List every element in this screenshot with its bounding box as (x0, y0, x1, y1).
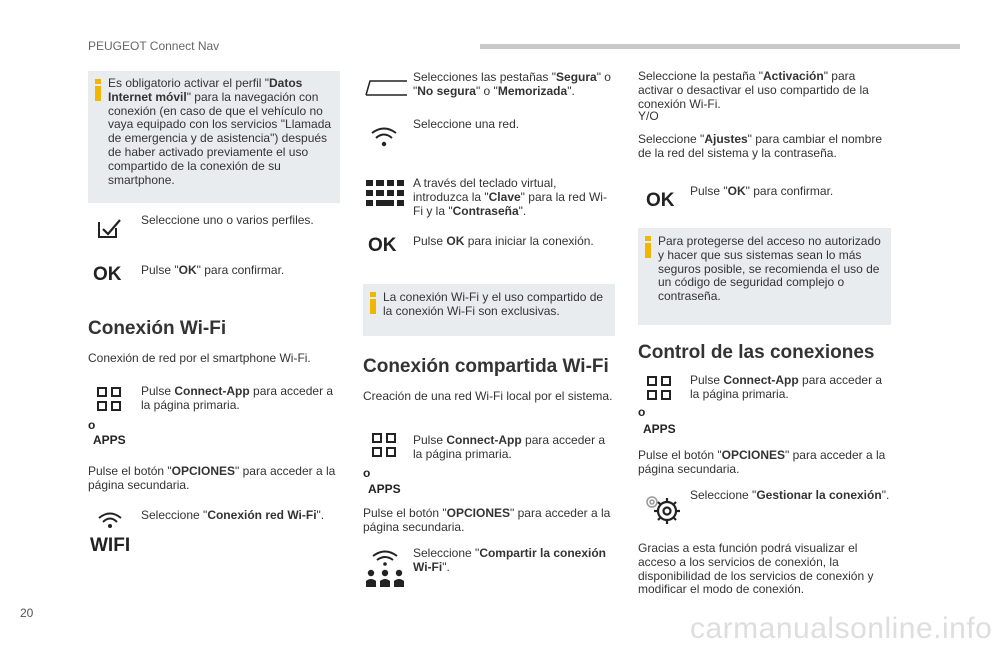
gear-icon (642, 492, 682, 526)
page-number: 20 (20, 606, 34, 620)
control-section-title: Control de las conexiones (638, 342, 875, 363)
final-paragraph: Gracias a esta función podrá visualizar el acceso a los servicios de conexión, la disponibilidad de los servicios de conexión y modificar el modo de conexión. (638, 541, 874, 597)
info-icon (370, 292, 376, 314)
select-profiles-text: Seleccione uno o varios perfiles. (141, 213, 314, 227)
select-checkbox-icon (96, 217, 124, 239)
info-text: Para protegerse del acceso no autorizado y hacer que sus sistemas sean lo más seguros posible, se recomienda el uso de un código de seguridad complejo o contraseña. (658, 234, 881, 304)
connect-app-icon (647, 376, 673, 402)
or-text: o (88, 418, 96, 432)
wifi-section-desc: Conexión de red por el smartphone Wi-Fi. (88, 351, 311, 365)
options-text: Pulse el botón "OPCIONES" para acceder a la página secundaria. (363, 506, 611, 534)
wifi-icon: WIFI (90, 535, 131, 556)
connect-app-icon (97, 387, 123, 413)
page-header-title: PEUGEOT Connect Nav (88, 39, 220, 53)
apps-icon: APPS (93, 433, 126, 447)
wifi-signal-icon (97, 510, 123, 530)
ok-start-text: Pulse OK para iniciar la conexión. (413, 234, 594, 248)
info-box-mobile-data (88, 71, 340, 203)
shared-section-desc: Creación de una red Wi-Fi local por el sistema. (363, 389, 613, 403)
wifi-network-icon (370, 125, 398, 149)
settings-text: Seleccione "Ajustes" para cambiar el nombre de la red del sistema y la contraseña. (638, 132, 882, 160)
options-text: Pulse el botón "OPCIONES" para acceder a la página secundaria. (88, 464, 336, 492)
activation-text: Seleccione la pestaña "Activación" para activar o desactivar el uso compartido de la conexión Wi-Fi. (638, 69, 869, 111)
info-text: Es obligatorio activar el perfil "Datos Internet móvil" para la navegación con conexión (en caso de que el vehículo no vaya equipado con los servicios "Llamada de emergencia y de asistencia") después de haber activado previamente el uso compartido de la conexión de su smartphone. (108, 76, 332, 187)
connect-app-text: Pulse Connect-App para acceder a la página primaria. (690, 373, 883, 401)
keyboard-text: A través del teclado virtual, introduzca la "Clave" para la red Wi-Fi y la "Contraseña". (413, 176, 607, 218)
or-text: o (363, 466, 371, 480)
and-or-text: Y/O (638, 109, 659, 123)
share-wifi-icon (366, 548, 404, 588)
connect-app-text: Pulse Connect-App para acceder a la página primaria. (141, 384, 334, 412)
manage-connection-text: Seleccione "Gestionar la conexión". (690, 488, 890, 502)
header-bar (480, 44, 960, 49)
ok-icon: OK (368, 235, 397, 256)
tabs-text: Selecciones las pestañas "Segura" o "No segura" o "Memorizada". (413, 70, 611, 98)
shared-section-title: Conexión compartida Wi-Fi (363, 356, 609, 377)
keyboard-icon (366, 180, 404, 208)
options-text: Pulse el botón "OPCIONES" para acceder a la página secundaria. (638, 448, 886, 476)
select-wifi-text: Seleccione "Conexión red Wi-Fi". (141, 508, 325, 522)
ok-icon: OK (93, 264, 122, 285)
info-text: La conexión Wi-Fi y el uso compartido de la conexión Wi-Fi son exclusivas. (383, 290, 604, 318)
info-icon (95, 79, 101, 101)
ok-icon: OK (646, 190, 675, 211)
info-box-exclusive (363, 284, 615, 336)
info-icon (645, 236, 651, 258)
info-box-security (638, 228, 891, 325)
tabs-icon (365, 79, 409, 97)
connect-app-text: Pulse Connect-App para acceder a la página primaria. (413, 433, 606, 461)
connect-app-icon (372, 433, 398, 459)
select-network-text: Seleccione una red. (413, 117, 520, 131)
or-text: o (638, 405, 646, 419)
apps-icon: APPS (368, 482, 401, 496)
ok-confirm-text: Pulse "OK" para confirmar. (141, 263, 285, 277)
apps-icon: APPS (643, 422, 676, 436)
wifi-section-title: Conexión Wi-Fi (88, 318, 227, 339)
ok-confirm-text: Pulse "OK" para confirmar. (690, 184, 834, 198)
share-wifi-text: Seleccione "Compartir la conexión Wi-Fi". (413, 546, 607, 574)
watermark: carmanualsonline.info (690, 612, 992, 645)
